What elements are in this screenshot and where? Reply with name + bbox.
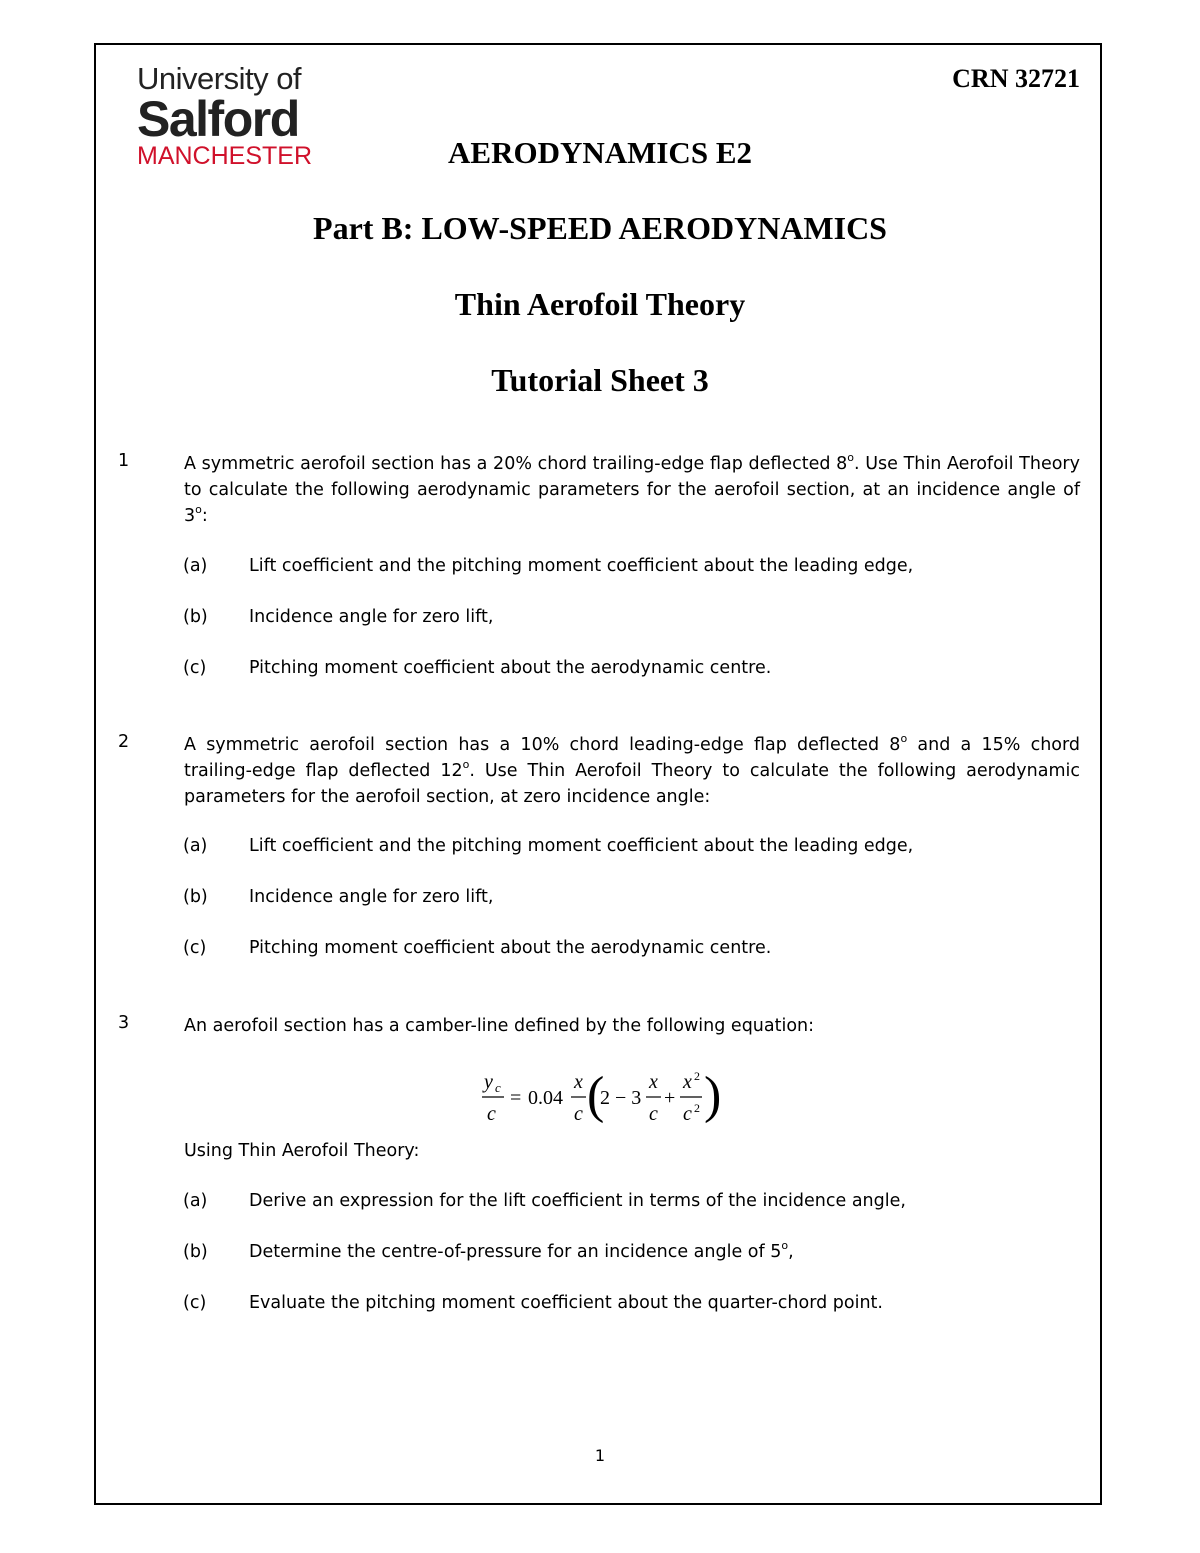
degree-symbol: o [900,732,908,745]
crn-code: CRN 32721 [952,64,1080,93]
eq-coefficient: 0.04 [528,1087,563,1109]
eq-two-minus-three: 2 − 3 [600,1087,642,1109]
eq-x-numerator: x [574,1071,583,1093]
logo-line-manchester: MANCHESTER [137,142,313,170]
logo-line-salford: Salford [137,91,299,147]
eq-c-denominator: c [574,1103,583,1125]
degree-symbol: o [462,758,470,771]
page-number: 1 [594,1446,606,1465]
degree-symbol: o [847,451,855,464]
question-text: A symmetric aerofoil section has a 20% chord trailing-edge flap deflected 8$^o$. Use Thin Aerofoil Theory to calculate the following aerodynamic parameters for the aerofoil section, at an incidence angle of 3$^o$: [184,451,1080,526]
degree-symbol: o [781,1239,789,1252]
eq-right-paren: ) [704,1067,722,1124]
eq-lhs-numerator: y [484,1071,493,1093]
part-title: Part B: LOW-SPEED AERODYNAMICS [313,210,887,246]
question-text: An aerofoil section has a camber-line defined by the following equation: [184,1016,815,1036]
question-number: 1 [118,451,130,471]
camber-line-equation [470,1060,730,1132]
eq-x-squared: x [683,1071,692,1093]
question-number: 3 [118,1013,130,1033]
eq-equals: = [510,1087,522,1109]
sheet-title: Tutorial Sheet 3 [491,362,709,398]
eq-left-paren: ( [587,1067,605,1124]
degree-symbol: o [195,503,202,516]
eq-c-squared: c [683,1103,692,1125]
using-thin-aerofoil: Using Thin Aerofoil Theory: [184,1141,420,1161]
eq-c-denominator-2: c [649,1103,658,1125]
topic-title: Thin Aerofoil Theory [454,286,746,322]
eq-exponent-2: 2 [694,1101,700,1115]
eq-lhs-denominator: c [487,1103,496,1125]
question-text: A symmetric aerofoil section has a 10% chord leading-edge flap deflected 8$^o$ and a 15% chord trailing-edge flap deflected 12$^o$. Use Thin Aerofoil Theory to calculate the following aerodynamic parameters for the aerofoil section, at zero incidence angle: [184,732,1080,807]
eq-plus: + [664,1087,676,1109]
logo-line-university: University of [137,61,302,96]
question-number: 2 [118,732,130,752]
eq-lhs-subscript: c [495,1080,501,1095]
course-title: AERODYNAMICS E2 [448,135,752,170]
eq-x-numerator-2: x [649,1071,658,1093]
eq-exponent: 2 [694,1069,700,1083]
